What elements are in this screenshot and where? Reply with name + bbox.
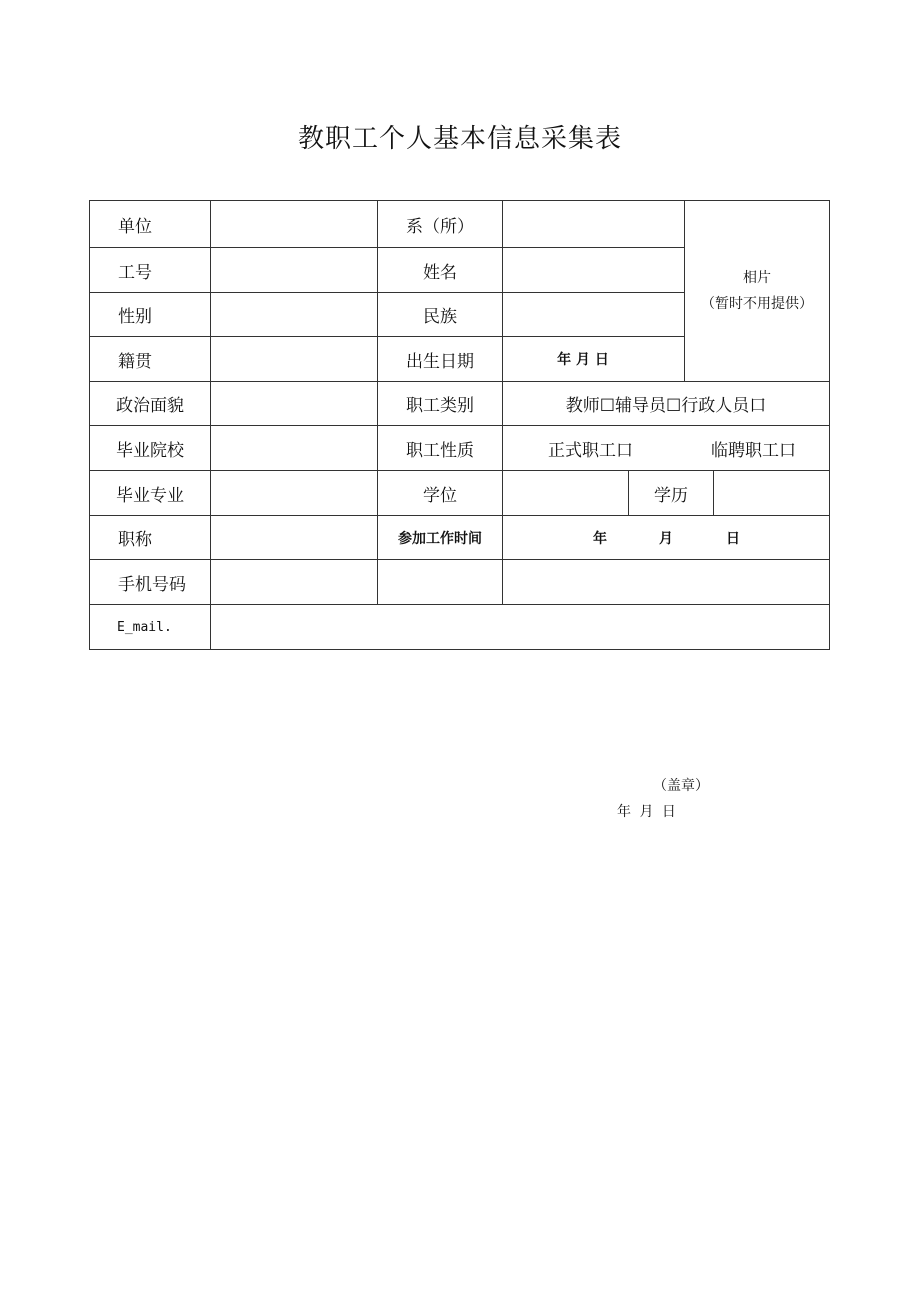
- ethnicity-field[interactable]: [503, 293, 684, 336]
- blank-cell[interactable]: [378, 560, 502, 604]
- work-start-month: 月: [659, 530, 673, 547]
- dept-label: 系（所）: [406, 216, 474, 237]
- staff-nature-temp-option[interactable]: 临聘职工口: [711, 440, 796, 461]
- photo-note: （暂时不用提供）: [701, 296, 813, 312]
- political-field[interactable]: [211, 382, 377, 425]
- school-label: 毕业院校: [116, 440, 184, 461]
- staff-nature-formal-option[interactable]: 正式职工口: [548, 440, 633, 461]
- political-label: 政治面貌: [116, 396, 184, 416]
- school-field[interactable]: [211, 426, 377, 470]
- stamp-label: （盖章）: [653, 778, 709, 794]
- name-label: 姓名: [423, 262, 457, 283]
- degree-field[interactable]: [503, 471, 628, 515]
- education-field[interactable]: [714, 471, 829, 515]
- education-label: 学历: [654, 485, 688, 506]
- gender-label: 性别: [118, 307, 152, 327]
- title-label: 职称: [118, 530, 152, 550]
- native-place-field[interactable]: [211, 337, 377, 381]
- birth-date-field[interactable]: 年 月 日: [557, 352, 609, 368]
- staff-id-field[interactable]: [211, 248, 377, 292]
- staff-type-options[interactable]: 教师☐辅导员☐行政人员口: [565, 396, 767, 416]
- email-label: E_mail.: [117, 619, 172, 635]
- gender-field[interactable]: [211, 293, 377, 336]
- blank-cell[interactable]: [503, 560, 829, 604]
- major-field[interactable]: [211, 471, 377, 515]
- degree-label: 学位: [423, 485, 457, 506]
- photo-cell: [685, 201, 829, 381]
- staff-type-label: 职工类别: [406, 396, 474, 416]
- unit-field[interactable]: [211, 201, 377, 247]
- major-label: 毕业专业: [116, 485, 184, 506]
- name-field[interactable]: [503, 248, 684, 292]
- sign-date: 年 月 日: [617, 804, 676, 820]
- ethnicity-label: 民族: [423, 307, 457, 327]
- staff-nature-label: 职工性质: [406, 440, 474, 461]
- title-field[interactable]: [211, 516, 377, 559]
- work-start-year: 年: [593, 530, 607, 547]
- work-start-day: 日: [726, 530, 740, 547]
- phone-field[interactable]: [211, 560, 377, 604]
- page-title: 教职工个人基本信息采集表: [297, 124, 622, 154]
- work-start-label: 参加工作时间: [398, 530, 482, 547]
- staff-id-label: 工号: [118, 262, 152, 283]
- native-place-label: 籍贯: [118, 351, 152, 372]
- work-start-field[interactable]: [503, 516, 829, 559]
- phone-label: 手机号码: [118, 574, 186, 595]
- unit-label: 单位: [118, 216, 152, 237]
- email-field[interactable]: [211, 605, 829, 649]
- birth-date-label: 出生日期: [406, 351, 474, 372]
- photo-label: 相片: [743, 270, 771, 286]
- info-form-table: [89, 200, 830, 650]
- dept-field[interactable]: [503, 201, 684, 247]
